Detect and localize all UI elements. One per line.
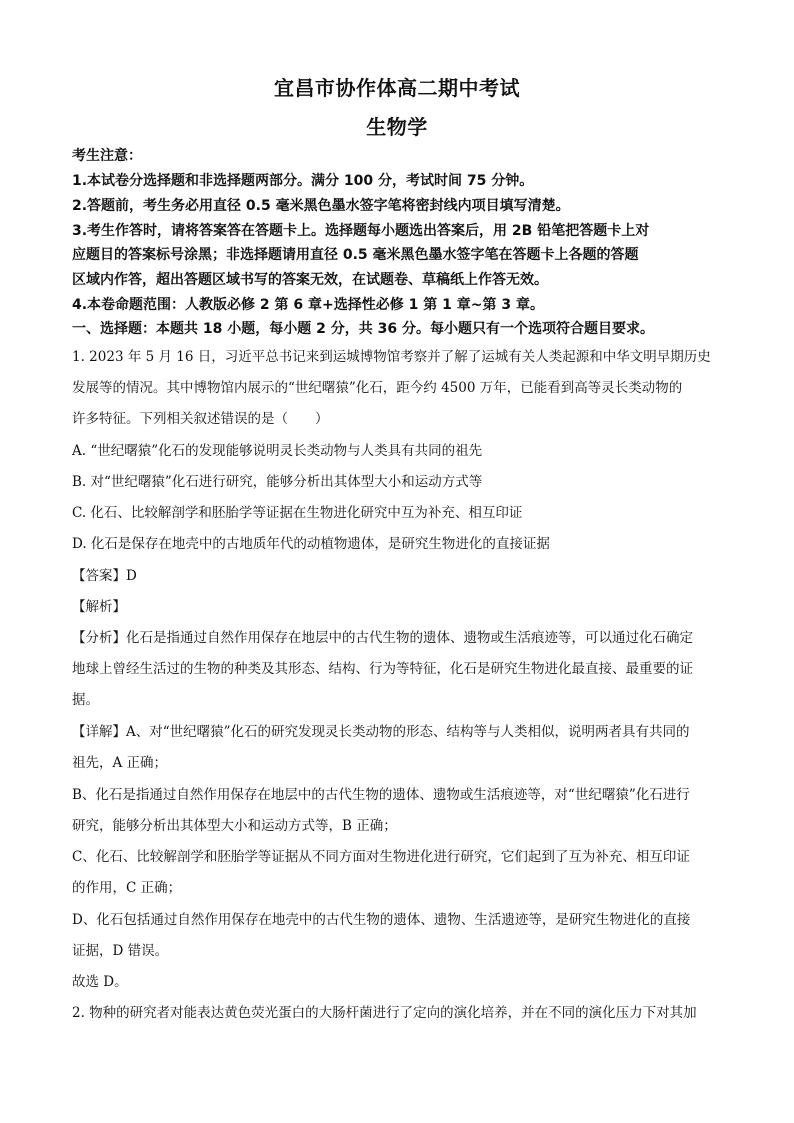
q1-option-b: B. 对“世纪曙猿”化石进行研究，能够分析出其体型大小和运动方式等 [72,474,483,490]
q1-detail-line: 证据，D 错误。 [72,943,169,959]
q1-detail-line: B、化石是指通过自然作用保存在地层中的古代生物的遗体、遗物或生活痕迹等，对“世纪曙猿”化石进行 [72,787,690,803]
q1-fenxi-line: 据。 [72,692,99,708]
q1-detail-line: 的作用，C 正确； [72,880,182,896]
notice-item: 1.本试卷分选择题和非选择题两部分。满分 100 分，考试时间 75 分钟。 [72,173,534,189]
q1-option-d: D. 化石是保存在地壳中的古地质年代的动植物遗体，是研究生物进化的直接证据 [72,536,550,552]
notice-item: 区域内作答，超出答题区域书写的答案无效，在试题卷、草稿纸上作答无效。 [72,272,548,288]
q1-option-c: C. 化石、比较解剖学和胚胎学等证据在生物进化研究中互为补充、相互印证 [72,505,523,521]
q1-option-a: A. “世纪曙猿”化石的发现能够说明灵长类动物与人类具有共同的祖先 [72,443,483,459]
q1-analysis-label: 【解析】 [72,599,126,615]
exam-title: 宜昌市协作体高二期中考试 [274,76,520,100]
q1-stem-line: 发展等的情况。其中博物馆内展示的“世纪曙猿”化石，距今约 4500 万年，已能看到高等灵长类动物的 [72,380,683,396]
q1-answer: 【答案】D [72,568,137,584]
q1-detail-line: 祖先，A 正确； [72,755,168,771]
subject-title: 生物学 [366,115,428,139]
notice-item: 3.考生作答时，请将答案答在答题卡上。选择题每小题选出答案后，用 2B 铅笔把答题卡上对 [72,223,650,239]
q1-conclusion: 故选 D。 [72,974,128,990]
notice-item: 2.答题前，考生务必用直径 0.5 毫米黑色墨水签字笔将密封线内项目填写清楚。 [72,198,570,214]
q1-fenxi-line: 地球上曾经生活过的生物的种类及其形态、结构、行为等特征，化石是研究生物进化最直接、最重要的证 [72,661,693,677]
q2-stem-line: 2. 物种的研究者对能表达黄色荧光蛋白的大肠杆菌进行了定向的演化培养，并在不同的演化压力下对其加 [72,1005,697,1021]
q1-stem-line: 许多特征。下列相关叙述错误的是（ ） [72,411,329,427]
q1-stem-line: 1. 2023 年 5 月 16 日，习近平总书记来到运城博物馆考察并了解了运城有关人类起源和中华文明早期历史 [72,349,711,365]
q1-detail-line: C、化石、比较解剖学和胚胎学等证据从不同方面对生物进化进行研究，它们起到了互为补充、相互印证 [72,849,690,865]
q1-detail-line: 【详解】A、对“世纪曙猿”化石的研究发现灵长类动物的形态、结构等与人类相似，说明两者具有共同的 [72,724,690,740]
notice-item: 4.本卷命题范围：人教版必修 2 第 6 章+选择性必修 1 第 1 章~第 3 章。 [72,297,544,313]
section-heading: 一、选择题：本题共 18 小题，每小题 2 分，共 36 分。每小题只有一个选项符合题目要求。 [72,321,654,337]
notice-heading: 考生注意： [72,148,142,164]
q1-fenxi-line: 【分析】化石是指通过自然作用保存在地层中的古代生物的遗体、遗物或生活痕迹等，可以通过化石确定 [72,630,693,646]
notice-item: 应题目的答案标号涂黑；非选择题请用直径 0.5 毫米黑色墨水签字笔在答题卡上各题的答题 [72,247,639,263]
q1-detail-line: 研究，能够分析出其体型大小和运动方式等，B 正确； [72,818,397,834]
q1-detail-line: D、化石包括通过自然作用保存在地壳中的古代生物的遗体、遗物、生活遗迹等，是研究生物进化的直接 [72,912,691,928]
